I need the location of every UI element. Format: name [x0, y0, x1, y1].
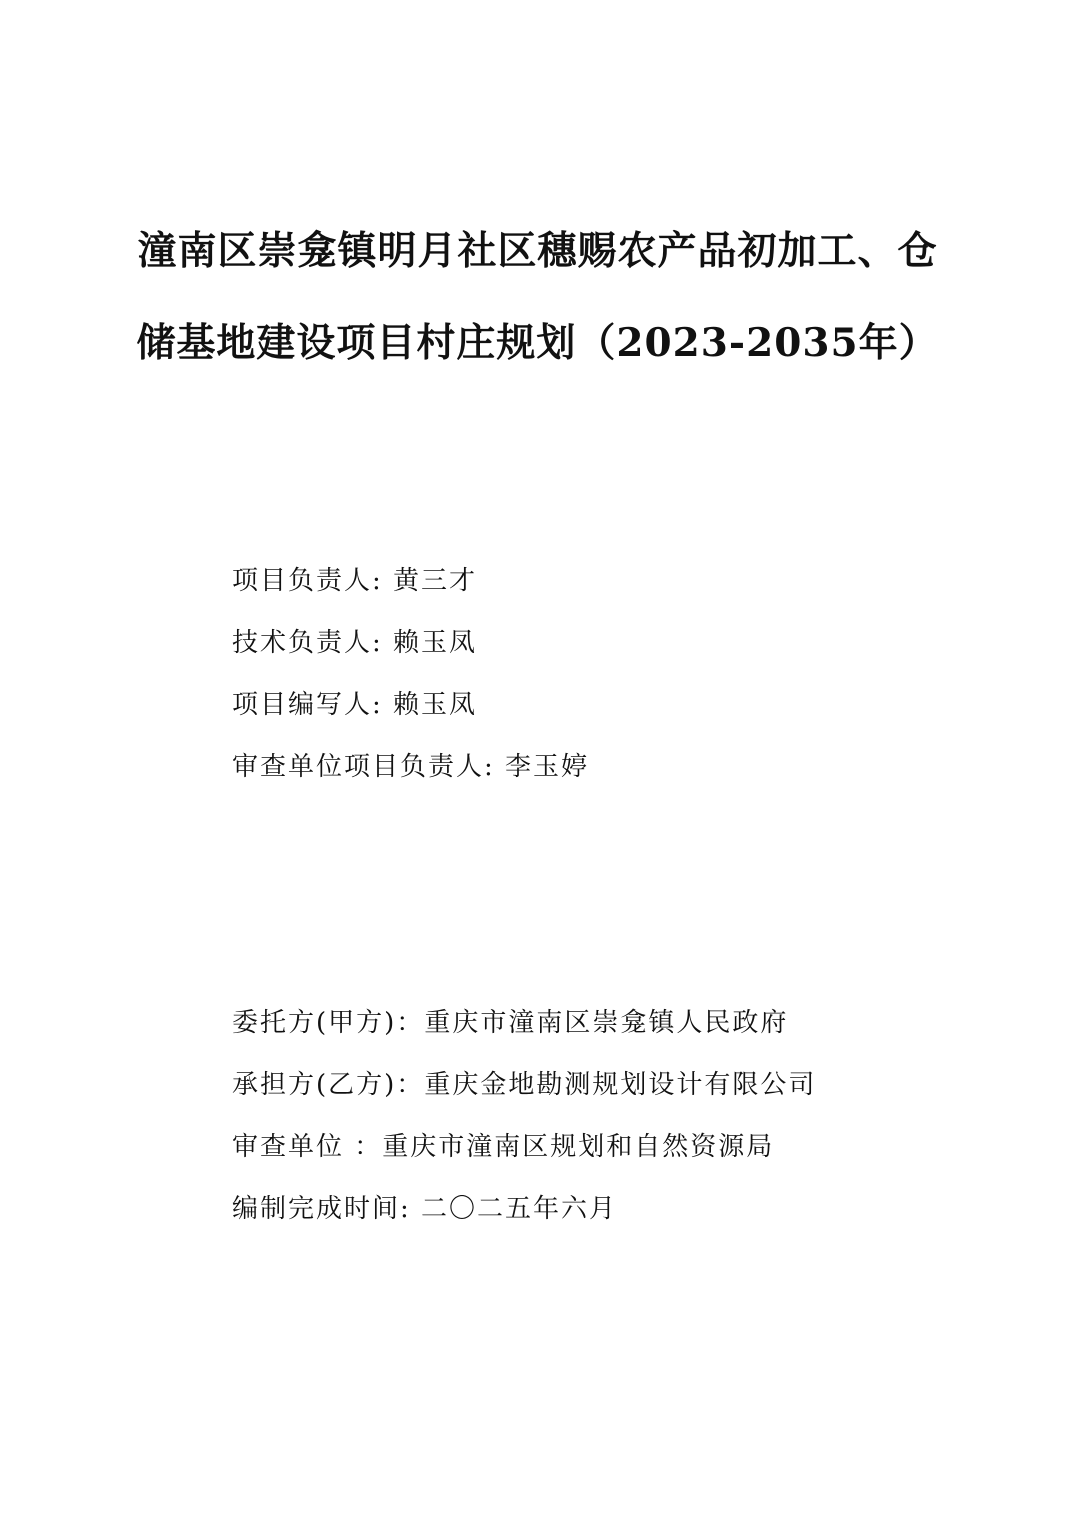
technical-leader-value: 赖玉凤	[393, 628, 478, 658]
technical-leader-sep: :	[372, 628, 394, 658]
project-leader-line	[232, 550, 1032, 612]
review-unit-value: 重庆市潼南区规划和自然资源局	[382, 1132, 775, 1162]
contractor-value: 重庆金地勘测规划设计有限公司	[424, 1070, 817, 1100]
technical-leader-line	[232, 612, 1032, 674]
review-leader-value: 李玉婷	[505, 752, 590, 782]
completion-date-sep: :	[400, 1194, 422, 1224]
review-leader-label: 审查单位项目负责人	[232, 752, 485, 782]
contractor-sep: ：	[396, 1070, 425, 1100]
review-leader-sep: :	[484, 752, 506, 782]
review-unit-line	[232, 1116, 1032, 1178]
completion-date-line	[232, 1178, 1032, 1240]
client-line	[232, 992, 1032, 1054]
project-leader-label: 项目负责人	[232, 566, 373, 596]
project-writer-label: 项目编写人	[232, 690, 373, 720]
technical-leader-label: 技术负责人	[232, 628, 373, 658]
review-unit-sep: ：	[344, 1132, 383, 1162]
personnel-list	[232, 550, 1032, 798]
project-writer-sep: :	[372, 690, 394, 720]
project-writer-line	[232, 674, 1032, 736]
title-line-2: 储基地建设项目村庄规划（2023-2035年）	[136, 320, 939, 366]
contractor-line	[232, 1054, 1032, 1116]
client-sep: ：	[396, 1008, 425, 1038]
project-leader-sep: :	[372, 566, 394, 596]
organization-list	[232, 992, 1032, 1240]
project-writer-value: 赖玉凤	[393, 690, 478, 720]
project-leader-value: 黄三才	[393, 566, 478, 596]
client-label: 委托方(甲方)	[232, 1008, 397, 1038]
document-title	[0, 205, 1075, 389]
review-leader-line	[232, 736, 1032, 798]
completion-date-label: 编制完成时间	[232, 1194, 401, 1224]
review-unit-label: 审查单位	[232, 1132, 345, 1162]
completion-date-value: 二〇二五年六月	[421, 1194, 618, 1224]
client-value: 重庆市潼南区崇龛镇人民政府	[424, 1008, 789, 1038]
title-line-1: 潼南区崇龛镇明月社区穗赐农产品初加工、仓	[137, 228, 938, 274]
contractor-label: 承担方(乙方)	[232, 1070, 397, 1100]
